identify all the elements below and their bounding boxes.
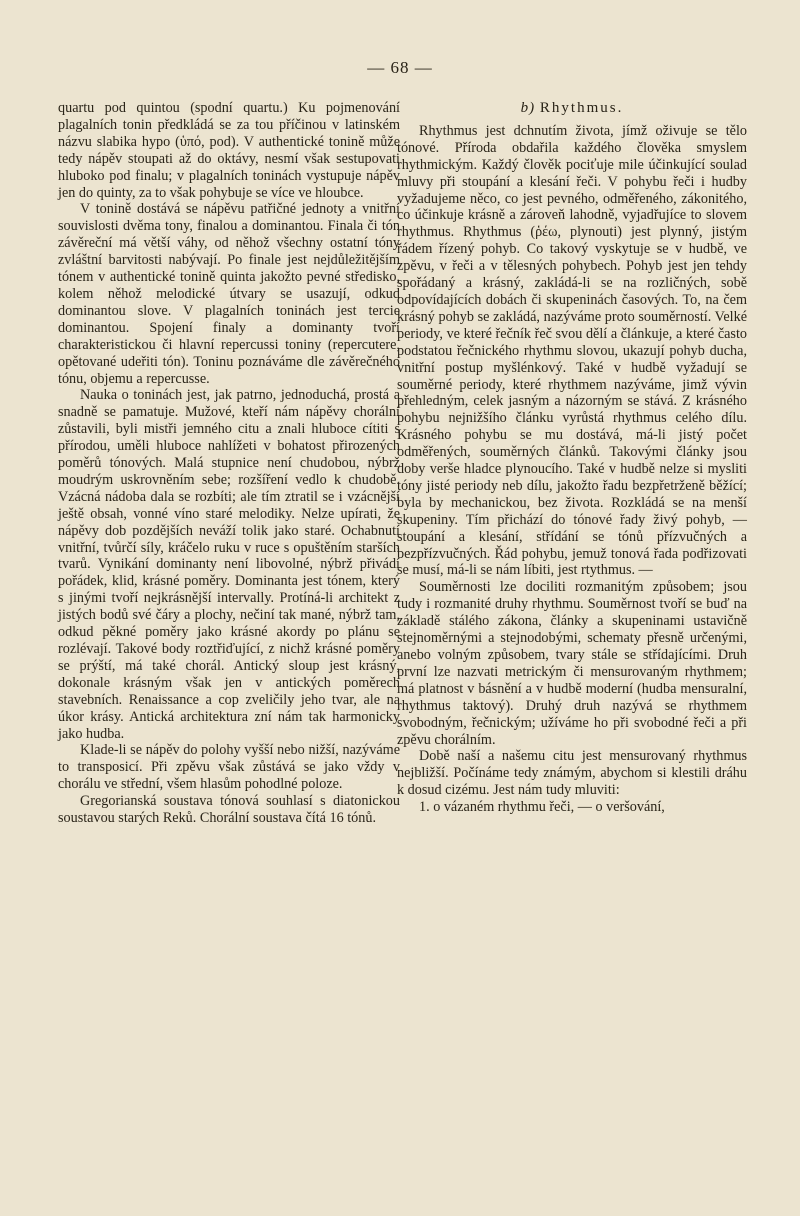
paragraph: Gregorianská soustava tónová souhlasí s diatonickou soustavou starých Reků. Chorální soustava čítá 16 tónů. xyxy=(58,793,400,827)
right-column xyxy=(397,100,747,816)
section-heading xyxy=(397,100,747,117)
paragraph: Nauka o toninách jest, jak patrno, jednoduchá, prostá a snadně se pamatuje. Mužové, kteří nám nápěvy chorální zůstavili, byli mistři jemného citu a znali hluboce cítiti s přírodou, uměli hluboce nahlížeti v bohatost přirozených poměrů tónových. Malá stupnice není chudobou, nýbrž moudrým uskrovněním sebe; rozšíření vedlo k chudobě. Vzácná nádoba dala se rozbíti; ale tím ztratil se i vzácnější ještě obsah, vonné víno staré melodiky. Nelze upírati, že nápěvy dob pozdějších neváží tolik jako staré. Ochabnutí vnitřní, tvůrčí síly, kráčelo ruku v ruce s opuštěním starších tvarů. Vynikání dominanty není libovolné, nýbrž přivádí pořádek, klid, krásné poměry. Dominanta jest tónem, který s jinými tvoří nejkrásnější intervally. Protíná-li architekt z jistých bodů své čáry a plochy, nečiní tak mané, nýbrž tam, odkud pěkné poměry jako krásné akordy po plánu se rozlévají. Takové body roztřiďující, z nichž krásné poměry se prýští, má také chorál. Antický sloup jest krásný, dokonale krásným však jen v antických poměrech stavebních. Renaissance a cop zveličily jeho tvar, ale na úkor krásy. Antická architektura zní nám tak harmonicky jako hudba. xyxy=(58,387,400,742)
section-letter: b) xyxy=(520,100,536,116)
page-number: — 68 — xyxy=(367,58,433,77)
left-column xyxy=(58,100,400,827)
paragraph: Souměrnosti lze dociliti rozmanitým způsobem; jsou tudy i rozmanité druhy rhythmu. Souměrnost tvoří se buď na základě stálého zákona, články a skupeninami ustavičně stejnoměrnými a stejnodobými, schematy přesně určenými, anebo volným způsobem, tvary stále se střídajícími. Druh první lze nazvati metrickým či mensurovaným rhythmem; má platnost v básnění a v hudbě moderní (hudba mensuralní, rhythmus taktový). Druhý druh nazývá se rhythmem svobodným, řečnickým; užíváme ho při svobodné řeči a při zpěvu chorálním. xyxy=(397,579,747,748)
section-title: Rhythmus. xyxy=(539,100,624,116)
paragraph: Klade-li se nápěv do polohy vyšší nebo nižší, nazýváme to transposicí. Při zpěvu však zůstává se jako vždy v chorálu ve střední, všem hlasům pohodlné poloze. xyxy=(58,742,400,793)
paragraph: Době naší a našemu citu jest mensurovaný rhythmus nejbližší. Počínáme tedy známým, abychom si klestili dráhu k dosud cizému. Jest nám tudy mluviti: xyxy=(397,748,747,799)
paragraph: 1. o vázaném rhythmu řeči, — o veršování, xyxy=(419,799,665,816)
paragraph: V tonině dostává se nápěvu patřičné jednoty a vnitřní souvislosti dvěma tony, finalou a dominantou. Finala či tón závěreční má větší váhy, od něhož všechny ostatní tóny zvláštní barvitosti nabývají. Po finale jest nejdůležitějším tónem v authentické tonině quinta jakožto pevné středisko, kolem něhož melodické útvary se usazují, odkud dominantou slove. V plagalních toninách jest tercie dominantou. Spojení finaly a dominanty tvoří charakteristickou či hlavní repercussi toniny (repercutere, opětované udeřiti tón). Toninu poznáváme dle závěrečného tónu, objemu a repercusse. xyxy=(58,201,400,387)
paragraph: quartu pod quintou (spodní quartu.) Ku pojmenování plagalních tonin předkládá se za tou příčinou v latinském názvu slabika hypo (ὑπό, pod). V authentické tonině může tedy nápěv stoupati až do oktávy, nesmí však sestupovati hluboko pod finalu; v plagalních toninách vystupuje nápěv jen do quinty, za to však pohybuje se více ve hloubce. xyxy=(58,100,400,201)
paragraph: Rhythmus jest dchnutím života, jímž oživuje se tělo tónové. Příroda obdařila každého člověka smyslem rhythmickým. Každý člověk pociťuje mile účinkující soulad mluvy při stoupání a klesání řeči. V pohybu řeči i hudby vyžadujeme něco, co jest pevného, odměřeného, zákonitého, co účinkuje krásně a zároveň lahodně, vyjadřujíce to slovem rhythmus. Rhythmus (ῥέω, plynouti) jest plynný, jistým řádem řízený pohyb. Co takový vyskytuje se v hudbě, ve zpěvu, v řeči a v tělesných pohybech. Pohyb jest jen tehdy spořádaný a krásný, zakládá-li se na rozličných, sobě odpovídajících dobách či skupeninách časových. To, na čem krásný pohyb se zakládá, nazýváme proto souměrností. Velké periody, ve které řečník řeč svou dělí a článkuje, a které často podstatou řečnického rhythmu slovou, ukazují pohyb ducha, vnitřní postup myšlénkový. Také v hudbě vyžadují se souměrné periody, které rhythmem nazýváme, jimž vývin přehledným, celek jasným a názorným se stává. Z krásného pohybu nejnižšího článku vyrůstá rhythmus celého dílu. Krásného pohybu se mu dostává, má-li jistý počet odměřených, souměrných článků. Takovými články jsou doby verše hladce plynoucího. Také v hudbě nelze si mysliti tóny jisté periody neb dílu, jakožto řadu bezpřetrženě běžící; byla by mechanickou, bez života. Rozkládá se na menší skupeniny. Tím přichází do tónové řady živý pohyb, — stoupání a klesání, střídání se tónů přízvučných a bezpřízvučných. Řád pohybu, jemuž tonová řada podřizovati se musí, má-li se nám líbiti, jest rtythmus. — xyxy=(397,122,747,579)
